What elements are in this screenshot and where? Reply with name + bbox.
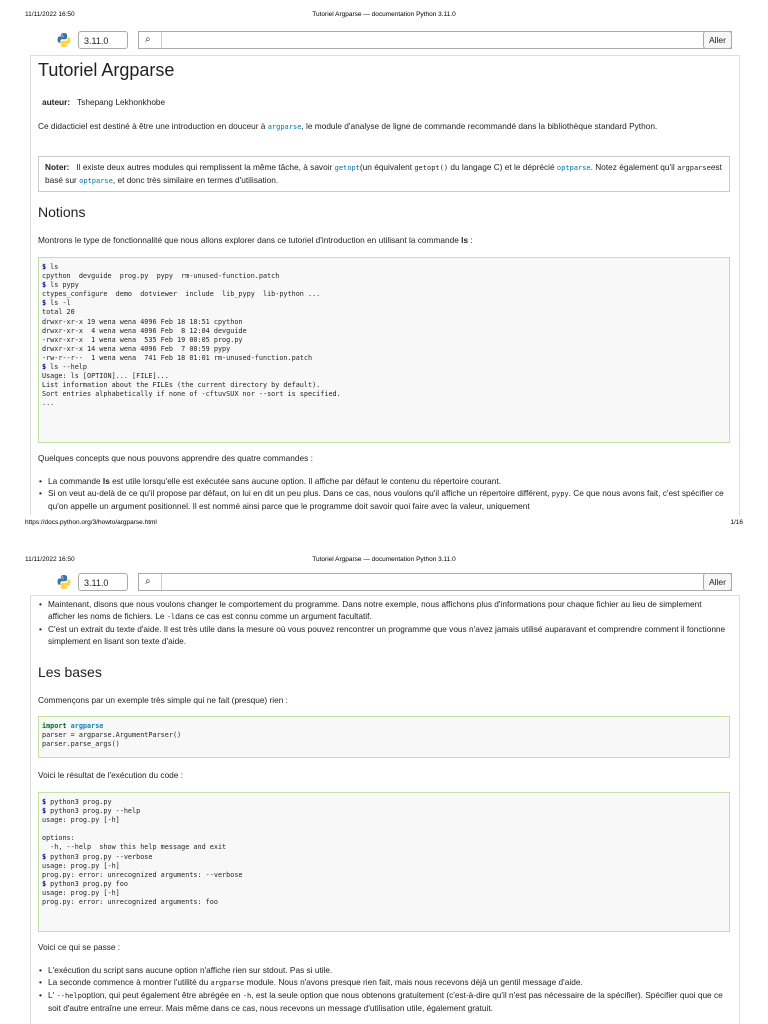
code-line-2: parser = argparse.ArgumentParser() <box>42 731 182 740</box>
code-line <box>42 871 726 880</box>
code-text: ls -l <box>46 299 71 308</box>
code-text: python3 prog.py --verbose <box>46 852 153 861</box>
code-line <box>42 390 726 399</box>
concepts-list <box>48 475 730 512</box>
go-button[interactable]: Aller <box>703 31 732 49</box>
search-input[interactable] <box>138 31 732 49</box>
bases-paragraph: Commençons par un exemple très simple qui ne fait (presque) rien : <box>38 695 288 705</box>
argparse-code: argparse <box>677 164 711 172</box>
toolbar-divider-2 <box>30 595 740 596</box>
content-border-right-2 <box>739 595 740 1024</box>
code-line <box>42 843 726 852</box>
code-text: ... <box>42 399 55 408</box>
code-text: total 20 <box>42 308 75 317</box>
note-text-e: est basé sur <box>45 162 722 185</box>
run-code-block <box>38 792 730 932</box>
code-line <box>42 816 726 825</box>
pypy-code: pypy <box>551 490 569 498</box>
intro-text-b: , le module d'analyse de ligne de commande recommandé dans la bibliothèque standard Python. <box>301 121 658 131</box>
code-line <box>42 272 726 281</box>
list-item <box>48 976 730 989</box>
search-icon[interactable]: ⌕ <box>145 576 151 587</box>
author-name: Tshepang Lekhonkhobe <box>77 97 166 107</box>
code-text: drwxr-xr-x 14 wena wena 4096 Feb 7 00:59 pypy <box>42 344 231 353</box>
note-text-a: Il existe deux autres modules qui remplissent la même tâche, à savoir <box>76 162 335 172</box>
shell-prompt: $ <box>42 263 47 271</box>
code-line <box>42 862 726 871</box>
code-text: ls --help <box>46 363 88 372</box>
code-line <box>42 336 726 345</box>
code-text: python3 prog.py <box>46 798 112 806</box>
code-text: drwxr-xr-x 4 wena wena 4096 Feb 8 12:04 devguide <box>42 326 247 335</box>
page-title: Tutoriel Argparse <box>38 60 175 80</box>
bullet1-text-a: La commande <box>48 476 103 486</box>
shell-prompt: $ <box>42 879 47 888</box>
optparse-link-2[interactable]: optparse <box>79 177 113 185</box>
shell-prompt: $ <box>42 807 47 816</box>
optparse-link[interactable]: optparse <box>556 164 591 172</box>
bullet3-text-a: Maintenant, disons que nous voulons changer le comportement du programme. Dans notre exemple, nous affichons plus d'informations pour chaque fichier au lieu de simplement afficher les noms de fichiers. Le <box>48 599 702 621</box>
code-line <box>42 318 726 327</box>
code-line <box>42 853 726 862</box>
code-line <box>42 345 726 354</box>
bullet6-text-a: La seconde commence à montrer l'utilité du <box>48 977 211 987</box>
intro-paragraph <box>38 120 730 133</box>
h-option-code: -h <box>242 992 252 1000</box>
toolbar-divider <box>30 55 740 56</box>
top-toolbar-2 <box>30 571 732 593</box>
code-text: python3 prog.py --help <box>46 807 141 816</box>
print-date: 11/11/2022 16:50 <box>25 11 75 18</box>
author-label: auteur: <box>42 97 71 107</box>
ls-bold: ls <box>461 235 469 245</box>
bullet1-text-c: est utile lorsqu'elle est exécutée sans aucune option. Il affiche par défaut le contenu du répertoire courant. <box>109 476 501 486</box>
ls-code-block <box>38 257 730 443</box>
code-text: drwxr-xr-x 19 wena wena 4096 Feb 18 18:51 cpython <box>42 317 243 326</box>
code-text: ls pypy <box>46 281 79 290</box>
code-text: python3 prog.py foo <box>46 879 128 888</box>
bullet4-text: C'est un extrait du texte d'aide. Il est très utile dans la mesure où vous pouvez rencontrer un programme que vous n'avez jamais utilisé auparavant et comprendre comment il fonctionne simplement en lisant son texte d'aide. <box>48 624 726 646</box>
code-line <box>42 399 726 408</box>
bullet7-text-c: , est la seule option que nous obtenons gratuitement (c'est-à-dire qu'il n'est pas nécessaire de la spécifier). Spécifier quoi que ce soit d'autre entraîne une erreur. Mais même dans ce cas, nous recevons un message d'utilisation utile, également gratuit. <box>48 990 723 1013</box>
result-paragraph: Voici le résultat de l'exécution du code : <box>38 770 184 780</box>
code-line <box>42 381 726 390</box>
footer-page-number: 1/16 <box>730 519 743 526</box>
code-line <box>42 299 726 308</box>
section-heading-bases: Les bases <box>38 664 102 680</box>
code-text: usage: prog.py [-h] <box>42 888 120 897</box>
code-text <box>42 825 46 833</box>
code-line <box>42 889 726 898</box>
code-text: Usage: ls [OPTION]... [FILE]... <box>42 372 169 381</box>
code-line <box>42 308 726 317</box>
concepts-list-continued <box>48 598 730 647</box>
bullet3-text-b: dans ce cas est connu comme un argument facultatif. <box>175 611 372 621</box>
argparse-link[interactable]: argparse <box>267 123 302 131</box>
code-line <box>42 880 726 889</box>
l-option-code: -l <box>166 613 176 621</box>
shell-prompt: $ <box>42 363 47 372</box>
code-text: List information about the FILEs (the current directory by default). <box>42 381 321 390</box>
code-text: -h, --help show this help message and exit <box>42 843 227 852</box>
shell-prompt: $ <box>42 798 47 806</box>
content-border-right <box>739 55 740 515</box>
python-logo-icon[interactable] <box>56 574 72 590</box>
bullet7-text-b: option, qui peut également être abrégée en <box>81 990 243 1000</box>
code-text: usage: prog.py [-h] <box>42 816 120 825</box>
note-text-d: . Notez également qu'il <box>590 162 678 172</box>
code-text: -rwxr-xr-x 1 wena wena 535 Feb 19 00:05 prog.py <box>42 335 243 344</box>
code-text: prog.py: error: unrecognized arguments: --verbose <box>42 870 243 879</box>
list-item <box>48 623 730 647</box>
python-logo-icon[interactable] <box>56 32 72 48</box>
author-line <box>42 96 734 108</box>
search-icon[interactable]: ⌕ <box>145 34 151 45</box>
code-text: Sort entries alphabetically if none of -cftuvSUX nor --sort is specified. <box>42 390 341 399</box>
list-item <box>48 964 730 976</box>
code-line <box>42 281 726 290</box>
help-option-code: --help <box>56 992 82 1000</box>
print-doc-title-2: Tutoriel Argparse — documentation Python 3.11.0 <box>312 556 456 563</box>
happens-list <box>48 964 730 1014</box>
argparse-code-inline: argparse <box>210 979 245 987</box>
happens-paragraph: Voici ce qui se passe : <box>38 942 121 952</box>
section-heading-notions: Notions <box>38 204 86 220</box>
getopt-link[interactable]: getopt <box>334 164 360 172</box>
code-line <box>42 825 726 834</box>
code-line <box>42 327 726 336</box>
code-text: -rw-r--r-- 1 wena wena 741 Feb 18 01:01 rm-unused-function.patch <box>42 353 313 362</box>
code-line <box>42 898 726 907</box>
notions-paragraph <box>38 234 730 246</box>
top-toolbar <box>30 29 732 51</box>
list-item <box>48 487 730 512</box>
module-name: argparse <box>66 722 104 730</box>
code-line <box>42 807 726 816</box>
search-input[interactable] <box>138 573 732 591</box>
search-divider <box>161 574 162 590</box>
bullet7-text-a: L' <box>48 990 57 1000</box>
intro-text-a: Ce didacticiel est destiné à être une introduction en douceur à <box>38 121 268 131</box>
note-box <box>38 156 730 192</box>
code-text: cpython devguide prog.py pypy rm-unused-function.patch <box>42 272 280 281</box>
shell-prompt: $ <box>42 299 47 308</box>
code-text: prog.py: error: unrecognized arguments: foo <box>42 898 218 907</box>
code-line <box>42 363 726 372</box>
code-line <box>42 263 726 272</box>
code-text: ctypes_configure demo dotviewer include lib_pypy lib-python ... <box>42 290 321 299</box>
note-text-f: , et donc très similaire en termes d'utilisation. <box>112 175 279 185</box>
go-button[interactable]: Aller <box>703 573 732 591</box>
shell-prompt: $ <box>42 852 47 861</box>
notions-text-a: Montrons le type de fonctionnalité que nous allons explorer dans ce tutoriel d'introduction en utilisant la commande <box>38 235 462 245</box>
argparse-code-block <box>38 716 730 758</box>
print-date-2: 11/11/2022 16:50 <box>25 556 75 563</box>
code-text: options: <box>42 834 75 843</box>
bullet6-text-b: module. Nous n'avons presque rien fait, mais nous recevons déjà un gentil message d'aide. <box>244 977 583 987</box>
note-text-b: (un équivalent <box>359 162 415 172</box>
code-line <box>42 834 726 843</box>
list-item <box>48 598 730 623</box>
version-select[interactable]: 3.11.0 <box>78 573 128 591</box>
code-line <box>42 290 726 299</box>
concepts-paragraph: Quelques concepts que nous pouvons apprendre des quatre commandes : <box>38 453 313 463</box>
print-doc-title: Tutoriel Argparse — documentation Python 3.11.0 <box>312 11 456 18</box>
content-border-left <box>30 55 31 515</box>
list-item <box>48 989 730 1014</box>
note-text-c: du langage C) et le déprécié <box>448 162 557 172</box>
bullet2-text-a: Si on veut au-delà de ce qu'il propose par défaut, on lui en dit un peu plus. Dans ce cas, nous voulons qu'il affiche un répertoire différent, <box>48 488 552 498</box>
bullet5-text: L'exécution du script sans aucune option n'affiche rien sur stdout. Pas si utile. <box>48 965 333 975</box>
notions-text-c: : <box>468 235 473 245</box>
code-line <box>42 372 726 381</box>
code-line-3: parser.parse_args() <box>42 740 120 749</box>
code-line <box>42 354 726 363</box>
bullet2-text-b: . Ce que nous avons fait, c'est spécifier ce qu'on appelle un argument positionnel. Il est nommé ainsi parce que le programme doit savoir quoi faire avec la valeur, uniquement <box>48 488 724 511</box>
search-divider <box>161 32 162 48</box>
content-border-left-2 <box>30 595 31 1024</box>
getopt-fn: getopt() <box>414 164 449 172</box>
code-text: ls <box>46 263 59 271</box>
import-keyword: import <box>42 722 67 730</box>
note-label: Noter: <box>45 162 70 172</box>
list-item <box>48 475 730 487</box>
code-text: usage: prog.py [-h] <box>42 861 120 870</box>
bullet1-ls: ls <box>102 476 110 486</box>
code-line <box>42 798 726 807</box>
version-select[interactable]: 3.11.0 <box>78 31 128 49</box>
shell-prompt: $ <box>42 281 47 290</box>
footer-url: https://docs.python.org/3/howto/argparse.html <box>25 519 157 526</box>
